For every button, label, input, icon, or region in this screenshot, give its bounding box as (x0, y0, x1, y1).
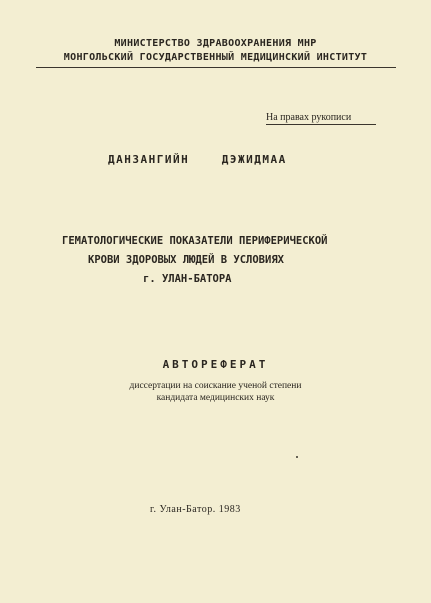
institute-name: МОНГОЛЬСКИЙ ГОСУДАРСТВЕННЫЙ МЕДИЦИНСКИЙ ИНСТИТУТ (63, 52, 368, 63)
ministry-name: МИНИСТЕРСТВО ЗДРАВООХРАНЕНИЯ МНР (114, 38, 317, 49)
thesis-title (0, 232, 431, 289)
rights-underline (266, 124, 376, 125)
title-line-2: КРОВИ ЗДОРОВЫХ ЛЮДЕЙ В УСЛОВИЯХ (88, 254, 284, 266)
header-underline (36, 67, 396, 68)
ink-speck (296, 456, 298, 458)
place-year: г. Улан-Батор. 1983 (150, 504, 241, 515)
rights-note-block (266, 112, 376, 125)
purpose-block (0, 380, 431, 404)
title-line-1: ГЕМАТОЛОГИЧЕСКИЕ ПОКАЗАТЕЛИ ПЕРИФЕРИЧЕСКОЙ (62, 235, 328, 247)
rights-note: На правах рукописи (266, 112, 352, 123)
title-line-3: г. УЛАН-БАТОРА (143, 273, 232, 285)
header-block (0, 37, 431, 68)
document-genre: АВТОРЕФЕРАТ (162, 358, 269, 371)
purpose-line-1: диссертации на соискание ученой степени (129, 381, 302, 391)
purpose-line-2: кандидата медицинских наук (156, 393, 275, 403)
author-name: ДАНЗАНГИЙН ДЭЖИДМАА (108, 153, 287, 166)
